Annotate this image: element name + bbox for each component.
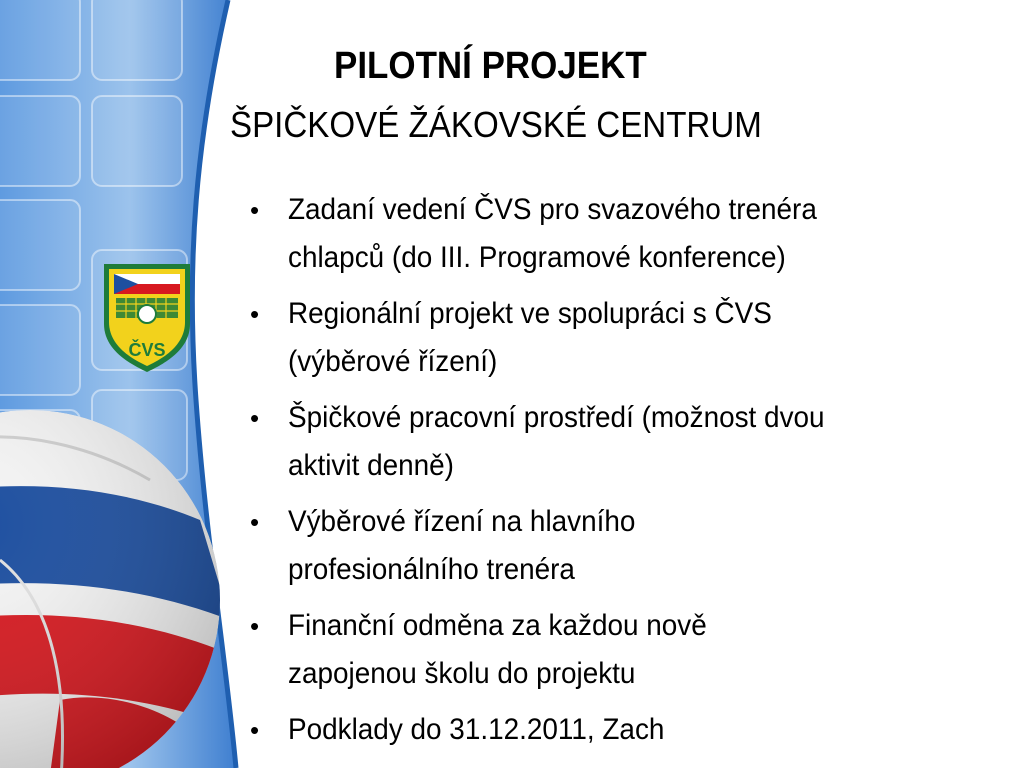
slide-subtitle: ŠPIČKOVÉ ŽÁKOVSKÉ CENTRUM (230, 104, 762, 145)
bullet-text-line1: Podklady do 31.12.2011, Zach (288, 713, 665, 746)
cvs-logo-text: ČVS (128, 340, 166, 360)
bullet-text-line2: (výběrové řízení) (288, 345, 498, 378)
bullet-dot: • (250, 507, 260, 537)
bullet-text-line2: chlapců (do III. Programové konference) (288, 241, 786, 274)
bullet-text-line1: Regionální projekt ve spolupráci s ČVS (288, 297, 772, 330)
slide-title: PILOTNÍ PROJEKT (334, 45, 647, 87)
bullet-dot: • (250, 715, 260, 745)
bullet-text-line2: aktivit denně) (288, 449, 454, 482)
bullet-list (250, 186, 1010, 762)
bullet-item (250, 394, 1010, 490)
bullet-item (250, 186, 1010, 282)
bullet-item (250, 706, 1010, 754)
bullet-text-line1: Finanční odměna za každou nově (288, 609, 707, 642)
bullet-text-line2: zapojenou školu do projektu (288, 657, 636, 690)
bullet-item (250, 498, 1010, 594)
bullet-dot: • (250, 403, 260, 433)
bullet-text-line1: Zadaní vedení ČVS pro svazového trenéra (288, 193, 817, 226)
bullet-text-line1: Výběrové řízení na hlavního (288, 505, 636, 538)
bullet-text-line1: Špičkové pracovní prostředí (možnost dvou (288, 401, 825, 434)
bullet-dot: • (250, 299, 260, 329)
bullet-dot: • (250, 195, 260, 225)
bullet-item (250, 290, 1010, 386)
bullet-text-line2: profesionálního trenéra (288, 553, 575, 586)
bullet-dot: • (250, 611, 260, 641)
bullet-item (250, 602, 1010, 698)
